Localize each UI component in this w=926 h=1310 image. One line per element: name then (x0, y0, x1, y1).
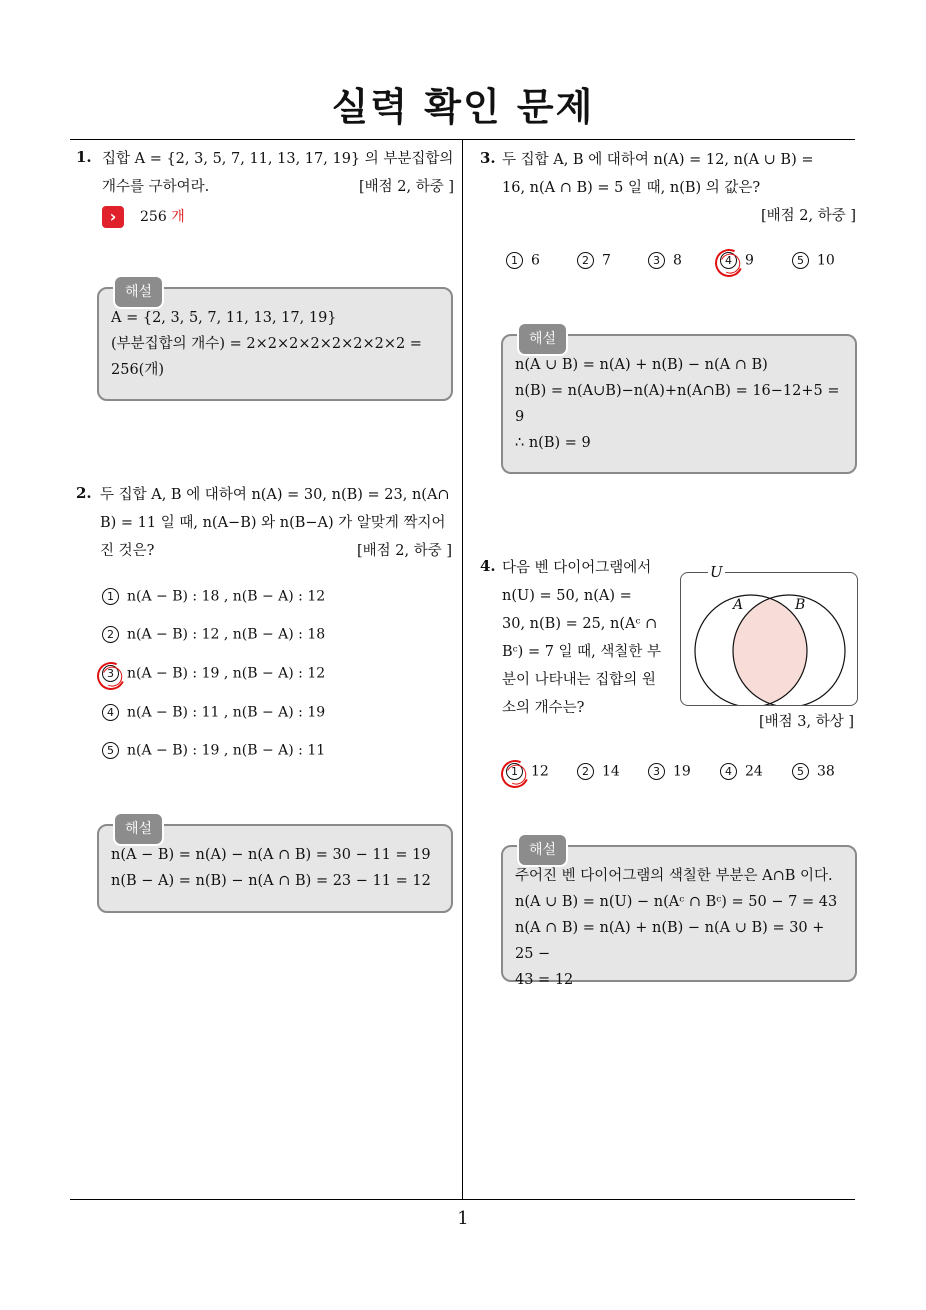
solution-line: ∴ n(B) = 9 (515, 435, 591, 451)
choice-number: 5 (792, 252, 809, 269)
choice-text: n(A − B) : 18 , n(B − A) : 12 (127, 588, 326, 605)
question-line: 다음 벤 다이어그램에서 (502, 560, 652, 576)
solution-line: n(A ∪ B) = n(U) − n(Aᶜ ∩ Bᶜ) = 50 − 7 = 43 (515, 894, 838, 910)
venn-label-b: B (795, 597, 806, 613)
answer-value: 256 (140, 209, 167, 225)
solution-line: n(B − A) = n(B) − n(A ∩ B) = 23 − 11 = 12 (111, 873, 431, 889)
choice-5[interactable] (102, 742, 325, 759)
solution-line: A = {2, 3, 5, 7, 11, 13, 17, 19} (111, 310, 337, 326)
question-line: 개수를 구하여라. (102, 179, 210, 195)
question-number: 4. (480, 557, 496, 575)
question-line: 30, n(B) = 25, n(Aᶜ ∩ (502, 616, 658, 632)
solution-line: n(A − B) = n(A) − n(A ∩ B) = 30 − 11 = 19 (111, 847, 431, 863)
question-text (100, 481, 452, 565)
solution-line: n(A ∩ B) = n(A) + n(B) − n(A ∪ B) = 30 + 25 − (515, 920, 825, 962)
solution-line: 주어진 벤 다이어그램의 색칠한 부분은 A∩B 이다. (515, 868, 833, 884)
solution-box (97, 284, 453, 401)
page-title: 실력 확인 문제 (331, 85, 595, 129)
question-line: 분이 나타내는 집합의 원 (502, 672, 656, 688)
question-text (502, 554, 666, 722)
solution-line: (부분집합의 개수) = 2×2×2×2×2×2×2×2 = (111, 336, 422, 352)
question-line: n(U) = 50, n(A) = (502, 588, 632, 604)
choice-3[interactable] (102, 665, 325, 682)
page-number: 1 (457, 1208, 469, 1229)
venn-diagram (680, 563, 858, 706)
venn-label-u: U (710, 563, 723, 581)
choice-text: n(A − B) : 19 , n(B − A) : 12 (127, 665, 326, 682)
question-line: 두 집합 A, B 에 대하여 n(A) = 30, n(B) = 23, n(A∩ (100, 487, 450, 503)
choice-number: 5 (792, 763, 809, 780)
choice-2[interactable] (577, 252, 611, 269)
venn-diagram-graphic (681, 573, 857, 705)
selected-answer-mark (497, 756, 533, 792)
answer-arrow-icon: › (102, 206, 124, 228)
question-meta: [배점 2, 하중 ] (760, 208, 856, 224)
choice-5[interactable] (792, 252, 835, 269)
answer-text (140, 206, 185, 226)
question-meta: [배점 3, 하상 ] (758, 714, 854, 730)
choice-4[interactable] (102, 704, 325, 721)
solution-tag: 해설 (113, 275, 164, 309)
choice-text: 38 (817, 763, 835, 780)
answer-unit: 개 (171, 209, 185, 225)
choice-text: 8 (673, 252, 682, 269)
choice-text: 12 (531, 763, 549, 780)
column-divider (462, 140, 463, 1200)
choice-number: 3 (648, 252, 665, 269)
question-number: 1. (76, 148, 92, 166)
choice-number: 3 (102, 665, 119, 682)
choice-text: 7 (602, 252, 611, 269)
choice-number: 3 (648, 763, 665, 780)
question-text (102, 145, 454, 201)
choice-1[interactable] (102, 588, 325, 605)
choice-3[interactable] (648, 252, 682, 269)
question-meta: [배점 2, 하중 ] (356, 543, 452, 559)
choice-text: 24 (745, 763, 763, 780)
question-number: 3. (480, 149, 496, 167)
question-number: 2. (76, 484, 92, 502)
choice-text: 6 (531, 252, 540, 269)
choice-number: 2 (577, 763, 594, 780)
choice-number: 2 (102, 626, 119, 643)
question-line: 16, n(A ∩ B) = 5 일 때, n(B) 의 값은? (502, 180, 761, 196)
choice-2[interactable] (102, 626, 325, 643)
choice-number: 4 (102, 704, 119, 721)
question-line: 집합 A = {2, 3, 5, 7, 11, 13, 17, 19} 의 부분집합의 (102, 151, 454, 167)
question-line: Bᶜ) = 7 일 때, 색칠한 부 (502, 644, 662, 660)
question-text (502, 146, 856, 230)
question-line: B) = 11 일 때, n(A−B) 와 n(B−A) 가 알맞게 짝지어 (100, 515, 446, 531)
venn-label-a: A (733, 597, 744, 613)
solution-tag: 해설 (517, 833, 568, 867)
solution-tag: 해설 (113, 812, 164, 846)
choice-number: 1 (102, 588, 119, 605)
solution-line: n(B) = n(A∪B)−n(A)+n(A∩B) = 16−12+5 = (515, 383, 840, 399)
choice-text: n(A − B) : 11 , n(B − A) : 19 (127, 704, 326, 721)
solution-box (97, 821, 453, 913)
question-line: 두 집합 A, B 에 대하여 n(A) = 12, n(A ∪ B) = (502, 152, 814, 168)
choice-number: 2 (577, 252, 594, 269)
selected-answer-mark (93, 658, 129, 694)
solution-line: 256(개) (111, 362, 164, 378)
choice-2[interactable] (577, 763, 620, 780)
solution-box (501, 842, 857, 988)
solution-tag: 해설 (517, 322, 568, 356)
choice-text: 19 (673, 763, 691, 780)
solution-line: 9 (515, 409, 525, 425)
choice-number: 4 (720, 763, 737, 780)
question-line: 진 것은? (100, 543, 155, 559)
question-line: 소의 개수는? (502, 700, 585, 716)
choice-number: 4 (720, 252, 737, 269)
footer-divider (70, 1199, 855, 1200)
choice-4[interactable] (720, 763, 763, 780)
choice-text: n(A − B) : 12 , n(B − A) : 18 (127, 626, 326, 643)
question-meta: [배점 2, 하중 ] (358, 179, 454, 195)
choice-text: n(A − B) : 19 , n(B − A) : 11 (127, 742, 326, 759)
choice-1[interactable] (506, 252, 540, 269)
choice-3[interactable] (648, 763, 691, 780)
choice-text: 9 (745, 252, 754, 269)
choice-number: 1 (506, 763, 523, 780)
solution-line: n(A ∪ B) = n(A) + n(B) − n(A ∩ B) (515, 357, 768, 373)
choice-text: 10 (817, 252, 835, 269)
choice-5[interactable] (792, 763, 835, 780)
solution-line: 43 = 12 (515, 972, 574, 988)
solution-box (501, 331, 857, 474)
choice-text: 14 (602, 763, 620, 780)
choice-number: 5 (102, 742, 119, 759)
choice-number: 1 (506, 252, 523, 269)
selected-answer-mark (711, 245, 747, 281)
